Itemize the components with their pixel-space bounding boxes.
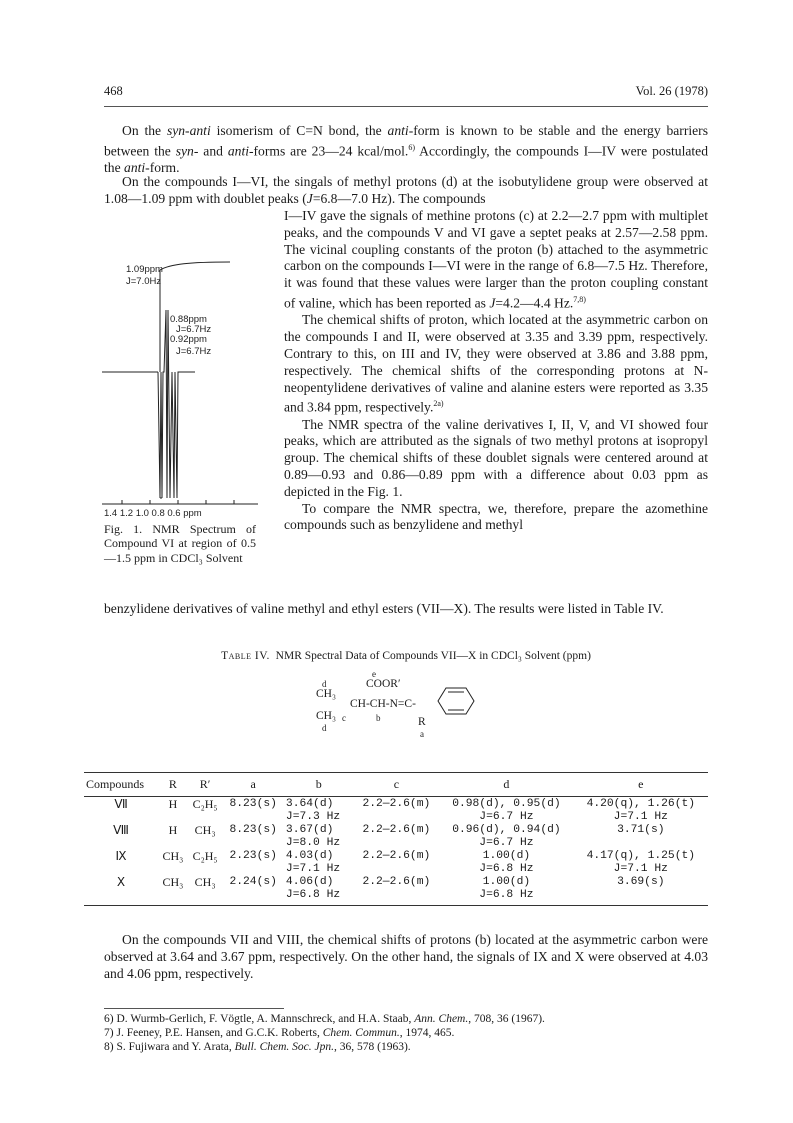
fig-axis-ticks: 1.4 1.2 1.0 0.8 0.6 ppm: [104, 508, 202, 518]
table-row: Ⅷ H CH₃ 8.23(s) 3.67(d) J=8.0 Hz 2.2—2.6(m) 0.96(d), 0.94(d) J=6.7 Hz 3.71(s): [113, 823, 665, 849]
footnotes: [104, 1012, 708, 1054]
benzene-ring-icon: [436, 686, 476, 716]
fig-label-6: J=6.7Hz: [176, 346, 212, 357]
spectrum-integral-curve: [160, 262, 230, 270]
right-column-text: [284, 208, 708, 534]
fig-label-1: 1.09ppm: [126, 264, 163, 275]
structure-diagram: d e COOR′ CH₃ CH-CH-N=C- CH₃ c b R d a: [300, 664, 500, 760]
footnote-item: 6) D. Wurmb-Gerlich, F. Vögtle, A. Mannschreck, and H.A. Staab, Ann. Chem., 708, 36 (1967).: [104, 1013, 545, 1025]
page-header: [104, 84, 708, 107]
volume-label: Vol. 26 (1978): [635, 84, 708, 98]
fig-label-2: J=7.0Hz: [126, 276, 162, 287]
fig-label-5: 0.92ppm: [170, 334, 207, 345]
paragraph-6: On the compounds VII and VIII, the chemical shifts of protons (b) located at the asymmetric carbon were observed at 3.64 and 3.67 ppm, respectively. On the other hand, the signals of IX and X were observed at 4.03 and 4.06 ppm, respectively.: [104, 932, 708, 981]
table-title: Table IV. NMR Spectral Data of Compounds VII—X in CDCl₃ Solvent (ppm): [221, 650, 591, 662]
paragraph-1: On the syn-anti isomerism of C=N bond, the anti-form is known to be stable and the energy barriers between the syn- and anti-forms are 23—24 kcal/mol.$^{6)}$ Accordingly, the compounds I—IV were postulated the anti-form.: [104, 123, 708, 176]
paragraph-4: The NMR spectra of the valine derivatives I, II, V, and VI showed four peaks, which are attributed as the signals of two methyl protons at isopropyl group. The chemical shifts of these doublet signals were centered around at 0.89—0.93 and 0.86—0.89 ppm with a difference about 0.03 ppm as depicted in the Fig. 1.: [284, 416, 708, 499]
figure-caption: Fig. 1. NMR Spectrum of Compound VI at region of 0.5—1.5 ppm in CDCl₃ Solvent: [104, 522, 256, 565]
paragraph-2: On the compounds I—VI, the singals of methyl protons (d) at the isobutylidene group were observed at 1.08—1.09 ppm with doublet peaks (J=6.8—7.0 Hz). The compounds: [104, 174, 708, 206]
paragraph-2-continued: I—IV gave the signals of methine protons (c) at 2.2—2.7 ppm with multiplet peaks, and the compounds V and VI gave a septet peaks at 2.57—2.58 ppm. The vicinal coupling constants of the proton (b) attached to the asymmetric carbon on the compounds I—VI were in the range of 6.8—7.5 Hz. Therefore, it was found that these values were larger than the proton coupling constant of valine, which has been reported as J=4.2—4.4 Hz.$^{7,8)}$: [284, 208, 708, 311]
footnote-item: 7) J. Feeney, P.E. Hansen, and G.C.K. Roberts, Chem. Commun., 1974, 465.: [104, 1027, 455, 1039]
footnote-item: 8) S. Fujiwara and Y. Arata, Bull. Chem. Soc. Jpn., 36, 578 (1963).: [104, 1041, 411, 1053]
table-header-row: Compounds R R′ a b c d e: [84, 773, 708, 797]
paragraph-5-start: To compare the NMR spectra, we, therefore, prepare the azomethine compounds such as benzylidene and methyl: [284, 500, 708, 533]
page-number: 468: [104, 84, 123, 98]
nmr-spectrum-figure: [100, 250, 260, 518]
spectrum-axis: [102, 500, 258, 504]
fig-label-4: J=6.7Hz: [176, 324, 212, 335]
table-row: Ⅸ CH₃ C₂H₅ 2.23(s) 4.03(d) J=7.1 Hz 2.2—2.6(m) 1.00(d) J=6.8 Hz 4.17(q), 1.25(t) J=7.1 Hz: [115, 849, 696, 875]
footnote-divider: [104, 1008, 284, 1009]
paragraph-5-end: benzylidene derivatives of valine methyl and ethyl esters (VII—X). The results were listed in Table IV.: [104, 601, 664, 616]
table-row: Ⅶ H C₂H₅ 8.23(s) 3.64(d) J=7.3 Hz 2.2—2.6(m) 0.98(d), 0.95(d) J=6.7 Hz 4.20(q), 1.26(t) J=7.1 Hz: [114, 797, 696, 823]
table-row: Ⅹ CH₃ CH₃ 2.24(s) 4.06(d) J=6.8 Hz 2.2—2.6(m) 1.00(d) J=6.8 Hz 3.69(s): [84, 875, 708, 906]
paragraph-3: The chemical shifts of proton, which located at the asymmetric carbon on the compounds I and II, were observed at 3.35 and 3.39 ppm, respectively. Contrary to this, on III and IV, they were observed at 3.86 and 3.88 ppm, respectively. The chemical shifts of the corresponding protons at N-neopentylidene derivatives of valine and alanine esters were reported as 3.35 and 3.84 ppm, respectively.$^{2a)}$: [284, 312, 708, 415]
nmr-data-table: [84, 772, 708, 906]
fig-label-3: 0.88ppm: [170, 314, 207, 325]
